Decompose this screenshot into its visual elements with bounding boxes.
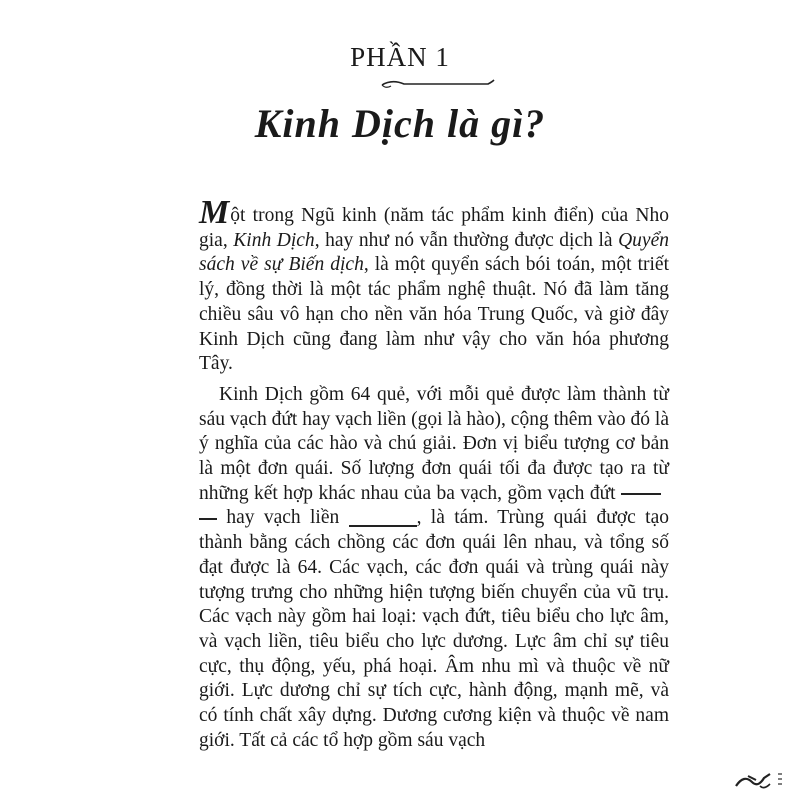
chapter-title: Kinh Dịch là gì? <box>254 101 546 146</box>
flourish-ornament-icon <box>734 768 786 792</box>
solid-line-icon <box>349 507 417 528</box>
part-label: PHẦN 1 <box>350 42 450 72</box>
paragraph-1: Một trong Ngũ kinh (năm tác phẩm kinh điển) của Nho gia, Kinh Dịch, hay như nó vẫn thường được dịch là Quyển sách về sự Biến dịch, là một quyển sách bói toán, một triết lý, đồng thời là một tác phẩm nghệ thuật. Nó đã làm tăng chiều sâu vô hạn cho nền văn hóa Trung Quốc, và giờ đây Kinh Dịch cũng đang làm như vậy cho văn hóa phương Tây. <box>199 194 669 375</box>
paragraph-2: Kinh Dịch gồm 64 quẻ, với mỗi quẻ được làm thành từ sáu vạch đứt hay vạch liền (gọi là hào), cộng thêm vào đó là ý nghĩa của các hào và chú giải. Đơn vị biểu tượng cơ bản là một đơn quái. Số lượng đơn quái tối đa được tạo ra từ những kết hợp khác nhau của ba vạch, gồm vạch đứt hay vạch liền , là tám. Trùng quái được tạo thành bằng cách chồng các đơn quái lên nhau, và tổng số đạt được là 64. Các vạch, các đơn quái và trùng quái này tượng trưng cho những hiện tượng biến chuyển của vũ trụ. Các vạch này gồm hai loại: vạch đứt, tiêu biểu cho lực âm, và vạch liền, tiêu biểu cho lực dương. Lực âm chỉ sự tiêu cực, thụ động, yếu, phá hoại. Âm nhu mì và thuộc về nữ giới. Lực dương chỉ sự tích cực, hành động, mạnh mẽ, và có tính chất xây dựng. Dương cương kiện và thuộc về nam giới. Tất cả các tổ hợp gồm sáu vạch <box>199 383 669 751</box>
body-text <box>199 194 669 753</box>
book-subtitle: Quyển sách về sự Biến dịch <box>199 229 669 276</box>
drop-cap: M <box>199 194 230 231</box>
book-title: Kinh Dịch <box>233 229 315 251</box>
ornamental-rule-icon <box>378 76 498 90</box>
